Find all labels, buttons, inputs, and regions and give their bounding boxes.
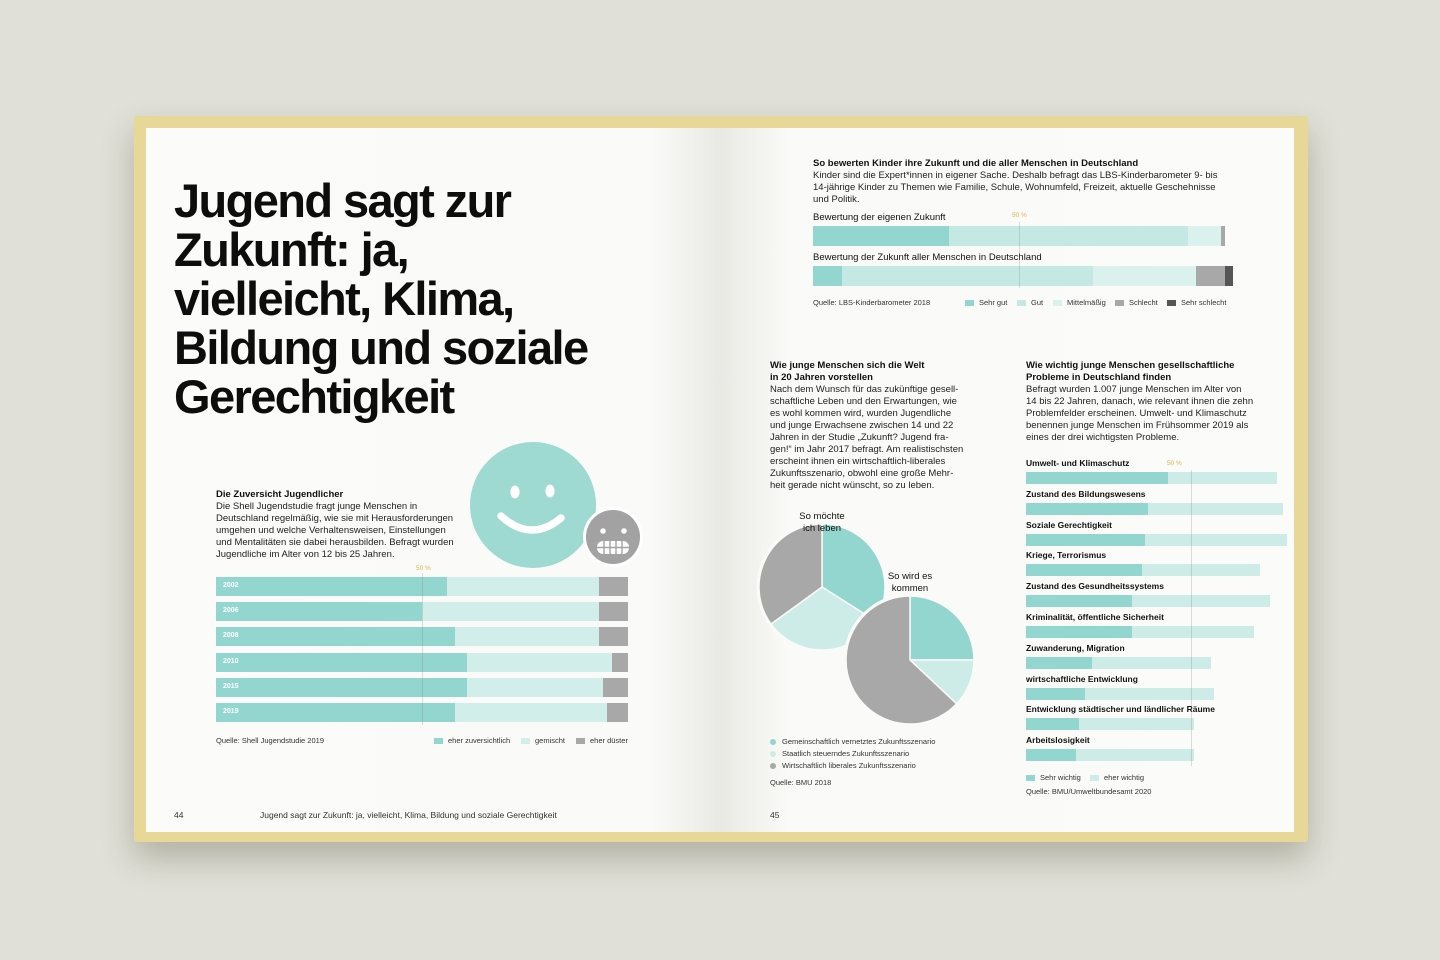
- bar-label: Zuwanderung, Migration: [1026, 642, 1125, 653]
- legend-label: Sehr gut: [979, 298, 1008, 307]
- legend-swatch: [1167, 300, 1176, 306]
- text-line: eines der drei wichtigsten Probleme.: [1026, 432, 1180, 443]
- kids-source: Quelle: LBS-Kinderbarometer 2018: [813, 298, 931, 307]
- title-line: Bildung und soziale: [174, 321, 588, 374]
- bar-row: [1026, 503, 1294, 515]
- text-line: 14 bis 22 Jahren, danach, wie relevant ihnen die zehn: [1026, 396, 1254, 407]
- legend-item: [770, 737, 935, 746]
- bar-segment: [422, 602, 599, 621]
- bar-segment: [1026, 626, 1132, 638]
- bar-segment: [1142, 564, 1261, 576]
- title-line: Gerechtigkeit: [174, 370, 454, 423]
- problems-bar-chart: [1026, 458, 1294, 768]
- bar-row: [1026, 718, 1294, 730]
- bar-segment: [1145, 534, 1287, 546]
- legend-swatch: [1090, 775, 1099, 781]
- year-label: 2010: [223, 657, 239, 665]
- zuversicht-title: Die Zuversicht Jugendlicher: [216, 489, 344, 500]
- title-line: Zukunft: ja,: [174, 223, 409, 276]
- legend-item: [521, 736, 565, 745]
- year-label: 2015: [223, 682, 239, 690]
- page-title: [174, 176, 694, 421]
- pie-chart: [844, 594, 977, 727]
- bar-segment: [1026, 595, 1132, 607]
- bar-segment: [216, 602, 422, 621]
- text-line: Befragt wurden 1.007 junge Menschen im Alter von: [1026, 384, 1242, 395]
- zuversicht-bar-chart: [216, 577, 628, 725]
- legend-label: eher wichtig: [1104, 773, 1145, 782]
- bar-label: Kriminalität, öffentliche Sicherheit: [1026, 612, 1164, 622]
- bar-segment: [1026, 472, 1168, 484]
- text-line: umgehen und welche Verhaltensweisen, Einstellungen: [216, 525, 446, 536]
- bar-label: Arbeitslosigkeit: [1026, 735, 1090, 746]
- bar-label: Bewertung der Zukunft aller Menschen in Deutschland: [813, 252, 1042, 263]
- legend-swatch: [434, 738, 443, 744]
- text-line: Jahren in der Studie „Zukunft? Jugend fra-: [770, 432, 949, 443]
- bar-segment: [216, 577, 447, 596]
- legend-item: [1017, 298, 1043, 307]
- legend-label: Gut: [1031, 298, 1044, 307]
- bar-label: Kriege, Terrorismus: [1026, 550, 1107, 561]
- legend-dot: [770, 751, 776, 757]
- legend-label: Schlecht: [1129, 298, 1158, 307]
- text-line: Problemfelder erscheinen. Umwelt- und Klimaschutz: [1026, 408, 1247, 419]
- kids-title: So bewerten Kinder ihre Zukunft und die aller Menschen in Deutschland: [813, 158, 1139, 169]
- bar-segment: [467, 653, 611, 672]
- bar-row: [1026, 472, 1294, 484]
- pie-title: ich leben: [802, 523, 842, 534]
- text-line: benennen junge Menschen im Frühsommer 2019 als: [1026, 420, 1249, 431]
- legend-swatch: [1017, 300, 1026, 306]
- legend-dot: [770, 763, 776, 769]
- bar-segment: [467, 678, 603, 697]
- bar-segment: [1026, 688, 1085, 700]
- bar-segment: [216, 627, 455, 646]
- text-line: Zukunftsszenario, obwohl eine große Mehr-: [770, 468, 954, 479]
- title-line: vielleicht, Klima,: [174, 272, 514, 325]
- legend-item: [770, 749, 909, 758]
- problems-text: [1026, 384, 1253, 444]
- legend-swatch: [576, 738, 585, 744]
- legend-label: gemischt: [535, 736, 566, 745]
- zuversicht-text: [216, 501, 454, 561]
- bar-segment: [607, 703, 628, 722]
- bar-segment: [603, 678, 628, 697]
- bar-segment: [1026, 564, 1142, 576]
- bar-segment: [612, 653, 628, 672]
- legend-label: Wirtschaftlich liberales Zukunftsszenario: [782, 761, 916, 770]
- kids-text: [813, 170, 1218, 206]
- problems-source: Quelle: BMU/Umweltbundesamt 2020: [1026, 787, 1152, 796]
- bar-segment: [1079, 718, 1195, 730]
- legend-label: Sehr schlecht: [1181, 298, 1227, 307]
- pie-title: So möchte: [799, 511, 845, 522]
- text-line: heit gerade nicht wünscht, so zu leben.: [770, 480, 935, 491]
- text-line: in 20 Jahren vorstellen: [770, 372, 873, 383]
- legend-swatch: [1026, 775, 1035, 781]
- bar-label: Bewertung der eigenen Zukunft: [813, 212, 946, 223]
- bar-segment: [1092, 657, 1211, 669]
- page-number: 44: [174, 810, 184, 820]
- year-label: 2008: [223, 632, 239, 640]
- legend-item: [434, 736, 510, 745]
- bar-segment: [1225, 266, 1233, 286]
- bar-segment: [1085, 688, 1214, 700]
- pie-title: kommen: [891, 583, 929, 594]
- zuversicht-source: Quelle: Shell Jugendstudie 2019: [216, 736, 324, 745]
- bar-segment: [813, 226, 949, 246]
- bar-segment: [455, 627, 599, 646]
- world-title: [770, 360, 924, 384]
- legend-label: Mittelmäßig: [1067, 298, 1106, 307]
- bar-segment: [599, 627, 628, 646]
- bar-segment: [842, 266, 1093, 286]
- bar-segment: [1026, 657, 1092, 669]
- legend-swatch: [1053, 300, 1062, 306]
- bar-segment: [1026, 718, 1079, 730]
- legend-swatch: [965, 300, 974, 306]
- running-title: Jugend sagt zur Zukunft: ja, vielleicht, Klima, Bildung und soziale Gerechtigkeit: [260, 810, 557, 820]
- text-line: Kinder sind die Expert*innen in eigener Sache. Deshalb befragt das LBS-Kinderbarometer 9- bis: [813, 170, 1218, 181]
- bar-label: Entwicklung städtischer und ländlicher Räume: [1026, 704, 1215, 715]
- bar-segment: [1196, 266, 1225, 286]
- text-line: und junge Erwachsene zwischen 14 und 22: [770, 420, 954, 431]
- text-line: Die Shell Jugendstudie fragt junge Menschen in: [216, 501, 418, 512]
- year-label: 2019: [223, 708, 239, 715]
- fifty-percent-label: 50 %: [416, 565, 431, 572]
- text-line: Jugendliche im Alter von 12 bis 25 Jahren.: [216, 549, 395, 560]
- bar-row: [1026, 595, 1294, 607]
- kids-bar-chart: [813, 212, 1225, 288]
- pie-slice: [910, 596, 974, 660]
- text-line: Wie wichtig junge Menschen gesellschaftliche: [1026, 360, 1235, 371]
- bar-row: [1026, 657, 1294, 669]
- world-pie-charts: [750, 503, 990, 733]
- bar-segment: [1093, 266, 1196, 286]
- bar-segment: [813, 266, 842, 286]
- text-line: 14-jährige Kinder zu Themen wie Familie, Schule, Wohnumfeld, Freizeit, aktuelle Geschehnisse: [813, 182, 1216, 193]
- bar-row: [1026, 749, 1294, 761]
- title-line: Jugend sagt zur: [174, 174, 511, 227]
- legend-label: Staatlich steuerndes Zukunftsszenario: [782, 749, 910, 758]
- legend-label: eher zuversichtlich: [448, 736, 511, 745]
- happy-face-icon: [470, 442, 596, 568]
- pie-title: So wird es: [887, 571, 933, 582]
- legend-item: [965, 298, 1007, 307]
- bar-segment: [949, 226, 1188, 246]
- text-line: Wie junge Menschen sich die Welt: [770, 360, 925, 371]
- legend-dot: [770, 739, 776, 745]
- year-label: 2002: [223, 582, 239, 589]
- bar-segment: [599, 577, 628, 596]
- bar-row: [1026, 626, 1294, 638]
- bar-row: [1026, 534, 1294, 546]
- text-line: schaftliche Leben und den Erwartungen, wie: [770, 396, 957, 407]
- bar-segment: [1148, 503, 1283, 515]
- legend-item: [1115, 298, 1158, 307]
- text-line: erscheint ihnen ein wirtschaftlich-liberales: [770, 456, 946, 467]
- world-source: Quelle: BMU 2018: [770, 778, 832, 787]
- bar-segment: [216, 653, 467, 672]
- bar-label: Zustand des Bildungswesens: [1026, 488, 1146, 499]
- text-line: und Politik.: [813, 194, 860, 205]
- text-line: und Mentalitäten sie dabei herausbilden. Befragt wurden: [216, 537, 454, 548]
- problems-title: [1026, 360, 1234, 384]
- bar-segment: [1026, 749, 1076, 761]
- bar-segment: [1076, 749, 1195, 761]
- text-line: gen!“ im Jahr 2017 befragt. Am realistischsten: [770, 444, 964, 455]
- right-page: [720, 128, 1294, 832]
- bar-segment: [1221, 226, 1225, 246]
- reference-line: [1191, 470, 1192, 766]
- smiley-illustration: [468, 442, 648, 574]
- bar-label: Soziale Gerechtigkeit: [1026, 519, 1112, 530]
- fifty-percent-label: 50 %: [1012, 212, 1027, 219]
- bar-segment: [1132, 626, 1254, 638]
- bar-segment: [216, 678, 467, 697]
- legend-swatch: [1115, 300, 1124, 306]
- legend-item: [1090, 773, 1144, 782]
- year-label: 2006: [223, 607, 239, 615]
- left-page: [146, 128, 720, 832]
- reference-line: [422, 573, 423, 725]
- legend-item: [770, 761, 916, 770]
- fifty-percent-label: 50 %: [1167, 460, 1182, 467]
- text-line: Nach dem Wunsch für das zukünftige gesell-: [770, 384, 959, 395]
- grimace-face-icon: [583, 507, 643, 567]
- text-line: Probleme in Deutschland finden: [1026, 372, 1172, 383]
- bar-segment: [1132, 595, 1271, 607]
- text-line: Deutschland regelmäßig, wie sie mit Herausforderungen: [216, 513, 454, 524]
- legend-item: [1026, 773, 1081, 782]
- bar-label: Umwelt- und Klimaschutz: [1026, 458, 1130, 468]
- page-number: 45: [770, 810, 780, 820]
- bar-segment: [1168, 472, 1277, 484]
- reference-line: [1019, 222, 1020, 288]
- bar-label: Zustand des Gesundheitssystems: [1026, 581, 1164, 592]
- bar-row: [1026, 564, 1294, 576]
- bar-segment: [447, 577, 599, 596]
- legend-label: eher düster: [590, 736, 628, 745]
- legend-label: Sehr wichtig: [1040, 773, 1081, 782]
- bar-segment: [216, 703, 455, 722]
- legend-label: Gemeinschaftlich vernetztes Zukunftsszenario: [782, 737, 936, 746]
- bar-segment: [1188, 226, 1221, 246]
- legend-item: [1167, 298, 1226, 307]
- bar-segment: [1026, 534, 1145, 546]
- legend-swatch: [521, 738, 530, 744]
- bar-segment: [455, 703, 607, 722]
- text-line: es wohl kommen wird, wurden Jugendliche: [770, 408, 952, 419]
- legend-item: [1053, 298, 1106, 307]
- bar-segment: [599, 602, 628, 621]
- bar-row: [1026, 688, 1294, 700]
- bar-label: wirtschaftliche Entwicklung: [1026, 673, 1138, 684]
- legend-item: [576, 736, 628, 745]
- world-text: [770, 384, 963, 492]
- bar-segment: [1026, 503, 1148, 515]
